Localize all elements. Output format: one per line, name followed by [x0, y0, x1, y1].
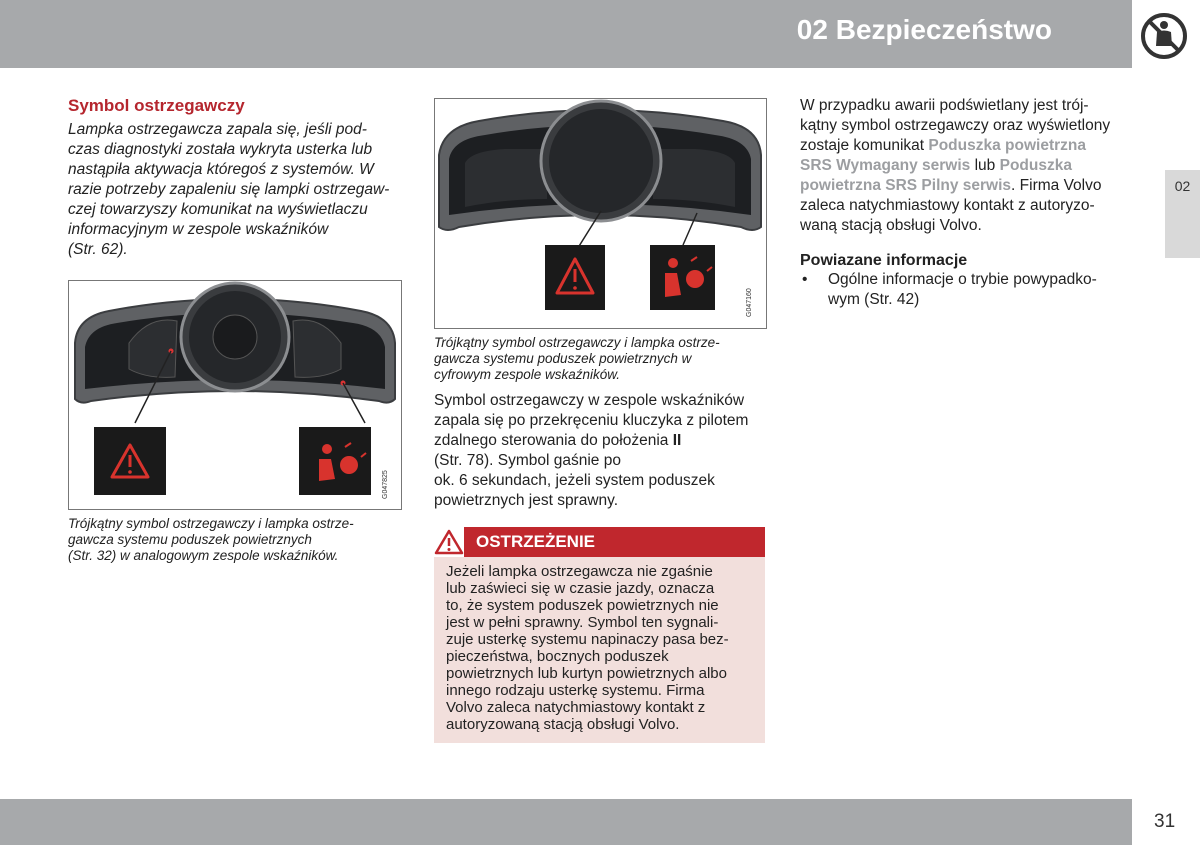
text-line: powietrznych jest sprawny. — [434, 492, 619, 509]
chapter-title: 02 Bezpieczeństwo — [796, 14, 1052, 45]
text-line: Symbol ostrzegawczy w zespole wskaźników — [434, 392, 745, 409]
warning-box — [434, 527, 765, 743]
column-right — [800, 96, 1140, 310]
header-icon-container — [1132, 0, 1200, 68]
text-line: (Str. 62). — [68, 241, 128, 258]
text-line: Volvo zaleca natychmiastowy kontakt z — [446, 699, 706, 716]
section-heading: Symbol ostrzegawczy — [68, 96, 245, 115]
text-line: Lampka ostrzegawcza zapala się, jeśli pod- — [68, 121, 367, 138]
digital-cluster-illustration — [435, 99, 766, 328]
text-line: pieczeństwa, bocznych poduszek — [446, 648, 669, 665]
text-line: kątny symbol ostrzegawczy oraz wyświetlony — [800, 117, 1111, 134]
text-line: zapala się po przekręceniu kluczyka z pilotem — [434, 412, 749, 429]
text-line: jest w pełni sprawny. Symbol ten sygnali- — [446, 614, 719, 631]
text-line — [800, 156, 1140, 176]
related-info-heading: Powiazane informacje — [800, 252, 968, 269]
text-line: Trójkątny symbol ostrzegawczy i lampka ostrze- — [434, 335, 720, 350]
display-message: SRS Wymagany serwis — [800, 157, 971, 174]
related-info-item[interactable] — [800, 270, 1140, 310]
warning-triangle-icon — [434, 527, 464, 557]
text-line: czej towarzyszy komunikat na wyświetlaczu — [68, 201, 368, 218]
text-span: zdalnego sterowania do położenia — [434, 432, 669, 449]
chapter-tab — [1165, 170, 1200, 258]
text-span: zostaje komunikat — [800, 137, 925, 154]
body-paragraph — [434, 391, 767, 511]
figure-caption — [68, 516, 404, 564]
text-line: czas diagnostyki została wykryta usterka lub — [68, 141, 373, 158]
text-line: lub zaświeci się w czasie jazdy, oznacza — [446, 580, 715, 597]
intro-paragraph — [68, 120, 404, 260]
column-left — [68, 96, 404, 564]
figure-caption — [434, 335, 767, 383]
text-line: ok. 6 sekundach, jeżeli system poduszek — [434, 472, 715, 489]
digital-cluster-figure — [434, 98, 767, 329]
analog-cluster-figure — [68, 280, 402, 510]
text-span: lub — [974, 157, 996, 174]
text-line: (Str. 78). Symbol gaśnie po — [434, 452, 621, 469]
display-message: Poduszka powietrzna — [928, 137, 1086, 154]
ignition-position: II — [672, 432, 682, 449]
text-line: gawcza systemu poduszek powietrznych — [68, 532, 312, 547]
text-line: informacyjnym w zespole wskaźników — [68, 221, 329, 238]
text-line: powietrznych lub kurtyn powietrznych albo — [446, 665, 727, 682]
text-line: Ogólne informacje o trybie powypadko- — [828, 271, 1097, 288]
figure-code: G047160 — [746, 288, 753, 317]
warning-body — [434, 557, 765, 743]
text-line: to, że system poduszek powietrznych nie — [446, 597, 719, 614]
footer-bar — [0, 799, 1132, 845]
body-paragraph — [800, 96, 1140, 236]
warning-title: OSTRZEŻENIE — [476, 532, 596, 551]
text-line: cyfrowym zespole wskaźników. — [434, 367, 621, 382]
analog-cluster-illustration — [69, 281, 401, 509]
text-line: zaleca natychmiastowy kontakt z autoryzo- — [800, 197, 1095, 214]
figure-code: G047825 — [382, 470, 389, 499]
text-line: Trójkątny symbol ostrzegawczy i lampka ostrze- — [68, 516, 354, 531]
page-number: 31 — [1154, 811, 1176, 832]
seatbelt-warning-icon — [1140, 12, 1188, 60]
text-line: nastąpiła aktywacja któregoś z systemów. W — [68, 161, 374, 178]
display-message: powietrzna SRS Pilny serwis — [800, 177, 1012, 194]
column-middle — [434, 98, 767, 743]
text-line: razie potrzeby zapaleniu się lampki ostrzegaw- — [68, 181, 390, 198]
text-line — [800, 176, 1140, 196]
chapter-tab-label: 02 — [1174, 178, 1191, 194]
header-bar — [0, 0, 1132, 68]
text-line: wym (Str. 42) — [828, 291, 920, 308]
text-line: autoryzowaną stacją obsługi Volvo. — [446, 716, 680, 733]
text-span: . Firma Volvo — [1011, 177, 1102, 194]
text-line — [434, 431, 767, 451]
text-line: zuje usterkę systemu napinaczy pasa bez- — [446, 631, 729, 648]
warning-icon-container — [434, 527, 464, 557]
display-message: Poduszka — [999, 157, 1072, 174]
text-line — [800, 136, 1140, 156]
text-line: gawcza systemu poduszek powietrznych w — [434, 351, 692, 366]
text-line: waną stacją obsługi Volvo. — [800, 217, 982, 234]
bullet-marker: • — [802, 271, 808, 288]
warning-header — [434, 527, 765, 557]
text-line: W przypadku awarii podświetlany jest trój- — [800, 97, 1089, 114]
text-line: Jeżeli lampka ostrzegawcza nie zgaśnie — [446, 563, 713, 580]
text-line: innego rodzaju usterkę systemu. Firma — [446, 682, 705, 699]
text-line: (Str. 32) w analogowym zespole wskaźników. — [68, 548, 339, 563]
